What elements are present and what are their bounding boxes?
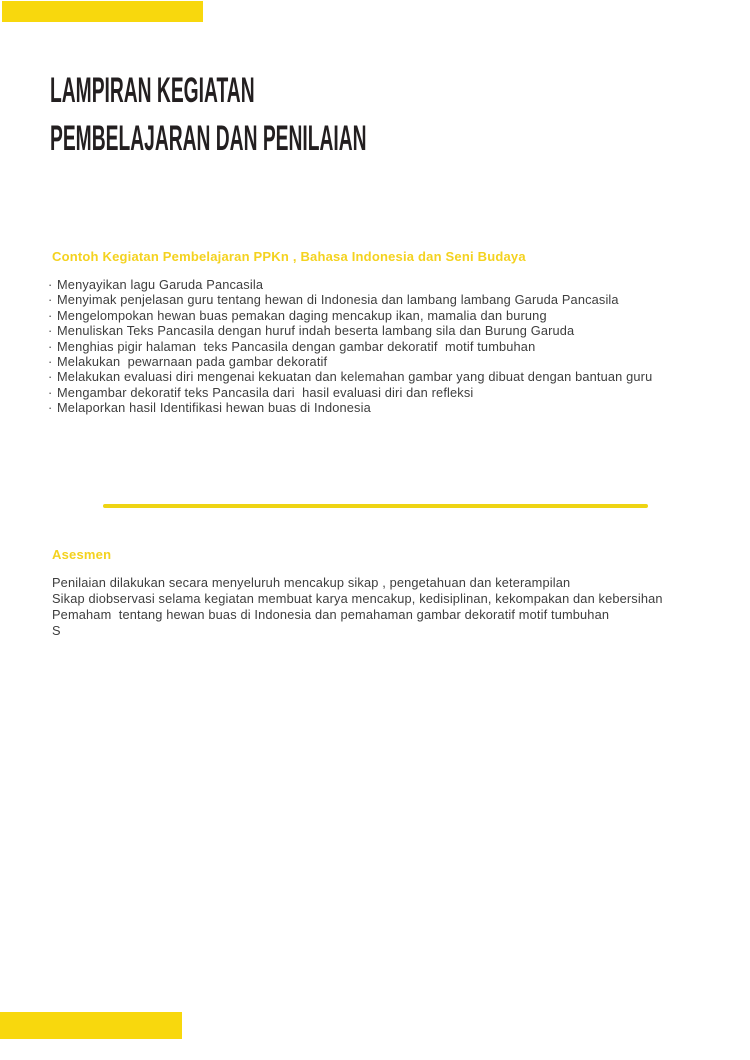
list-item-text: Menghias pigir halaman teks Pancasila dengan gambar dekoratif motif tumbuhan — [57, 338, 536, 354]
section-divider — [103, 504, 648, 508]
list-item-text: Menyimak penjelasan guru tentang hewan di Indonesia dan lambang lambang Garuda Pancasila — [57, 292, 619, 308]
list-item — [48, 339, 708, 354]
bullet-icon: · — [48, 354, 53, 370]
page-title — [50, 67, 367, 163]
list-item — [48, 400, 708, 415]
section-heading-contoh: Contoh Kegiatan Pembelajaran PPKn , Bahasa Indonesia dan Seni Budaya — [52, 249, 526, 264]
assessment-line: Sikap diobservasi selama kegiatan membuat karya mencakup, kedisiplinan, kekompakan dan kebersihan — [52, 590, 663, 606]
list-item-text: Melaporkan hasil Identifikasi hewan buas di Indonesia — [57, 400, 371, 416]
list-item-text: Menyayikan lagu Garuda Pancasila — [57, 277, 264, 292]
section-heading-asesmen: Asesmen — [52, 547, 112, 562]
bullet-icon: · — [48, 384, 53, 400]
activity-list — [48, 277, 708, 416]
page-title-line1: LAMPIRAN KEGIATAN — [50, 71, 255, 110]
bullet-icon: · — [48, 338, 53, 354]
list-item — [48, 369, 708, 384]
list-item-text: Melakukan pewarnaan pada gambar dekoratif — [57, 354, 328, 370]
list-item — [48, 277, 708, 292]
bullet-icon: · — [48, 277, 53, 292]
assessment-line: Pemaham tentang hewan buas di Indonesia dan pemahaman gambar dekoratif motif tumbuhan — [52, 606, 610, 622]
list-item-text: Menuliskan Teks Pancasila dengan huruf indah beserta lambang sila dan Burung Garuda — [57, 323, 575, 339]
assessment-line: S — [52, 622, 61, 638]
bullet-icon: · — [48, 400, 53, 416]
list-item-text: Mengelompokan hewan buas pemakan daging mencakup ikan, mamalia dan burung — [57, 307, 547, 323]
assessment-paragraph — [52, 575, 712, 639]
list-item — [48, 323, 708, 338]
bullet-icon: · — [48, 369, 53, 385]
page-title-line2: PEMBELAJARAN DAN PENILAIAN — [50, 119, 367, 158]
list-item — [48, 354, 708, 369]
list-item — [48, 385, 708, 400]
bullet-icon: · — [48, 307, 53, 323]
list-item-text: Melakukan evaluasi diri mengenai kekuatan dan kelemahan gambar yang dibuat dengan bantuan guru — [57, 369, 653, 385]
list-item — [48, 292, 708, 307]
assessment-line: Penilaian dilakukan secara menyeluruh mencakup sikap , pengetahuan dan keterampilan — [52, 575, 571, 590]
bottom-accent-bar — [0, 1012, 182, 1039]
list-item-text: Mengambar dekoratif teks Pancasila dari hasil evaluasi diri dan refleksi — [57, 384, 474, 400]
list-item — [48, 308, 708, 323]
top-accent-bar — [2, 1, 203, 22]
bullet-icon: · — [48, 292, 53, 308]
bullet-icon: · — [48, 323, 53, 339]
